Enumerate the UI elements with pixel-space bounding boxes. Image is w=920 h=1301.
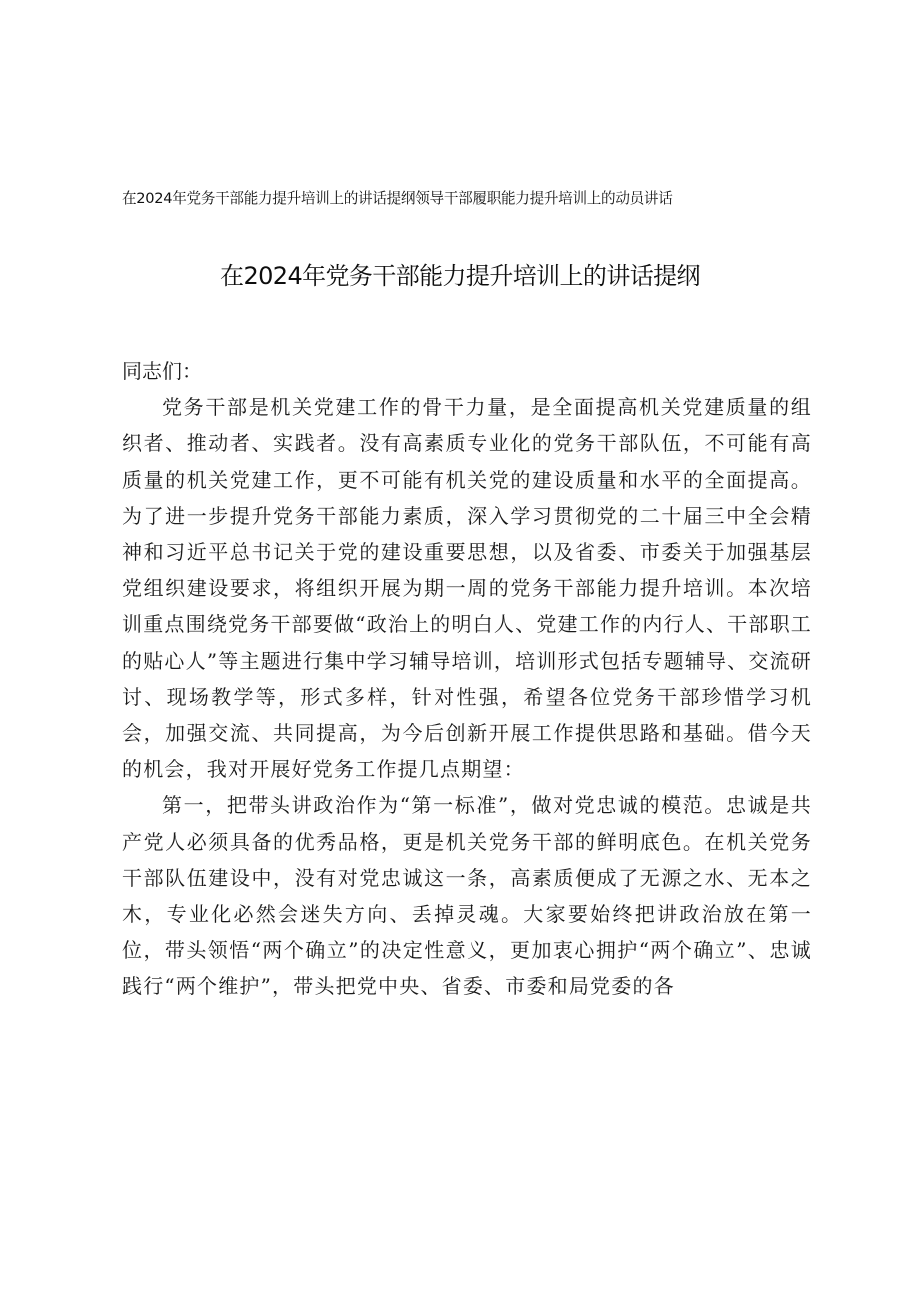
document-body — [122, 353, 812, 1005]
document-header-line: 在2024年党务干部能力提升培训上的讲话提纲领导干部履职能力提升培训上的动员讲话 — [122, 190, 673, 207]
greeting: 同志们： — [122, 359, 202, 383]
document-title: 在2024年党务干部能力提升培训上的讲话提纲 — [220, 262, 700, 290]
paragraph-first-point: 第一，把带头讲政治作为“第一标准”，做对党忠诚的模范。忠诚是共产党人必须具备的优秀品格，更是机关党务干部的鲜明底色。在机关党务干部队伍建设中，没有对党忠诚这一条，高素质便成了无源之水、无本之木，专业化必然会迷失方向、丢掉灵魂。大家要始终把讲政治放在第一位，带头领悟“两个确立”的决定性意义，更加衷心拥护“两个确立”、忠诚践行“两个维护”，带头把党中央、省委、市委和局党委的各 — [122, 793, 812, 999]
paragraph-intro: 党务干部是机关党建工作的骨干力量，是全面提高机关党建质量的组织者、推动者、实践者。没有高素质专业化的党务干部队伍，不可能有高质量的机关党建工作，更不可能有机关党的建设质量和水平的全面提高。为了进一步提升党务干部能力素质，深入学习贯彻党的二十届三中全会精神和习近平总书记关于党的建设重要思想，以及省委、市委关于加强基层党组织建设要求，将组织开展为期一周的党务干部能力提升培训。本次培训重点围绕党务干部要做“政治上的明白人、党建工作的内行人、干部职工的贴心人”等主题进行集中学习辅导培训，培训形式包括专题辅导、交流研讨、现场教学等，形式多样，针对性强，希望各位党务干部珍惜学习机会，加强交流、共同提高，为今后创新开展工作提供思路和基础。借今天的机会，我对开展好党务工作提几点期望： — [122, 395, 812, 782]
